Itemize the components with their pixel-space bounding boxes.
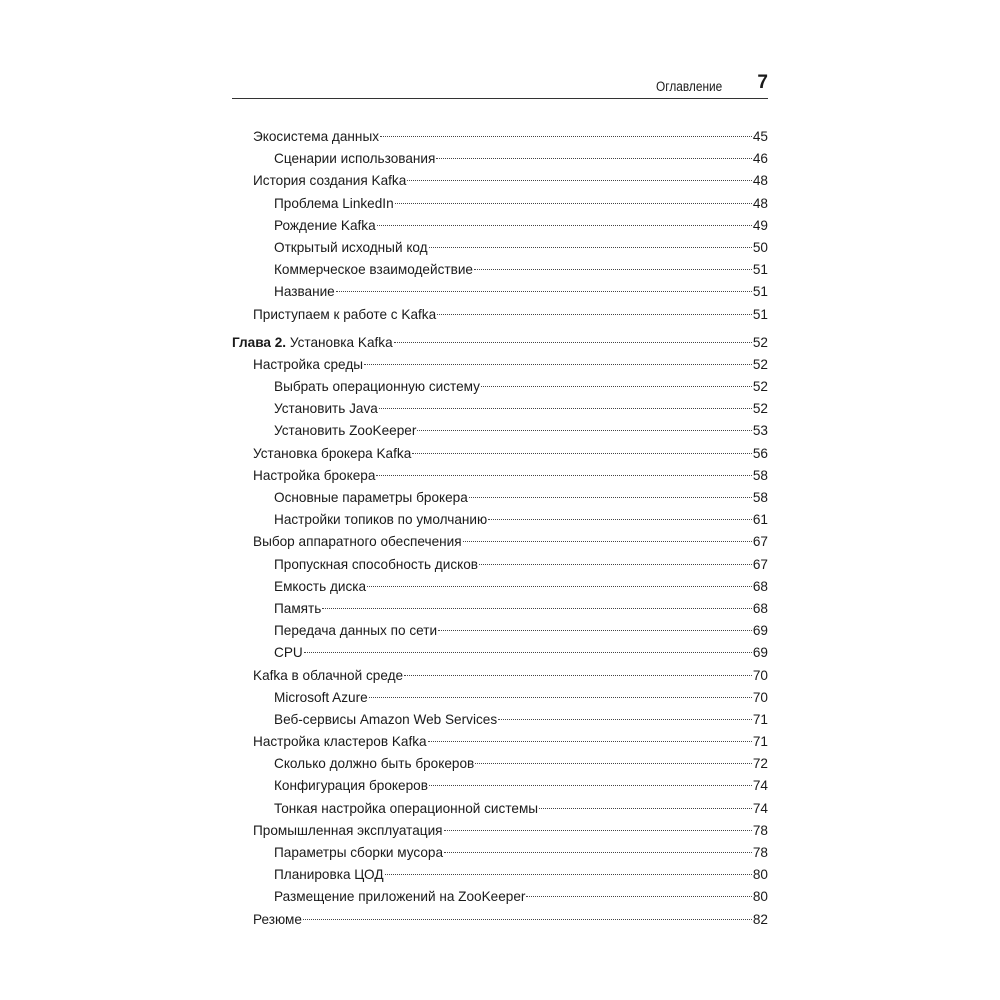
toc-entry: [232, 642, 768, 664]
dot-leader: [395, 203, 752, 204]
toc-entry-label: Тонкая настройка операционной системы: [274, 800, 539, 816]
toc-entry-page: 74: [752, 800, 768, 816]
toc-entry-page: 71: [752, 711, 768, 727]
toc-entry-page: 70: [752, 667, 768, 683]
running-header: [232, 70, 768, 99]
dot-leader: [407, 180, 752, 181]
toc-entry-page: 52: [752, 334, 768, 350]
toc-entry: [232, 576, 768, 598]
toc-entry-label: Установка брокера Kafka: [253, 445, 412, 461]
toc-entry-page: 58: [752, 490, 768, 505]
toc-entry: [232, 281, 768, 303]
toc-entry-label: Конфигурация брокеров: [274, 778, 428, 794]
toc-entry-page: 82: [752, 911, 768, 927]
toc-entry-page: 45: [752, 129, 768, 144]
toc-entry-page: 48: [752, 173, 768, 189]
toc-entry: [232, 665, 768, 687]
toc-entry-label: Microsoft Azure: [274, 689, 368, 705]
toc-entry: [232, 304, 768, 326]
toc-entry: [232, 354, 768, 376]
dot-leader: [394, 342, 752, 343]
toc-entry-label: Сценарии использования: [274, 151, 436, 167]
toc-entry-page: 70: [752, 689, 768, 705]
toc-entry-page: 52: [752, 401, 768, 417]
dot-leader: [322, 608, 752, 609]
toc-entry: [232, 126, 768, 148]
toc-chapter-entry: [232, 332, 768, 354]
toc-entry-label: Параметры сборки мусора: [274, 845, 444, 860]
toc-entry-page: 51: [752, 306, 768, 322]
dot-leader: [469, 497, 752, 498]
dot-leader: [481, 386, 752, 387]
dot-leader: [429, 785, 752, 786]
dot-leader: [377, 225, 752, 226]
toc-entry-label: Kafka в облачной среде: [253, 667, 404, 683]
toc-entry-page: 61: [752, 512, 768, 528]
dot-leader: [474, 269, 752, 270]
dot-leader: [404, 675, 752, 676]
toc-entry: [232, 531, 768, 553]
toc-entry-label: CPU: [274, 645, 303, 661]
toc-entry: [232, 820, 768, 842]
toc-entry-page: 80: [752, 867, 768, 883]
toc-entry-page: 51: [752, 262, 768, 278]
toc-entry-label: [232, 332, 393, 354]
toc-entry: [232, 148, 768, 170]
running-header-title: Оглавление: [655, 79, 722, 94]
toc-entry-page: 78: [752, 822, 768, 838]
toc-entry-page: 69: [752, 623, 768, 639]
dot-leader: [428, 741, 752, 742]
toc-entry-page: 52: [752, 356, 768, 372]
toc-entry: [232, 193, 768, 215]
toc-entry-label: Промышленная эксплуатация: [253, 822, 443, 838]
dot-leader: [444, 852, 752, 853]
dot-leader: [417, 430, 751, 431]
toc-entry-page: 69: [752, 645, 768, 661]
toc-entry-label: Установить ZooKeeper: [274, 423, 417, 439]
page-number: 7: [757, 72, 768, 93]
toc-entry-label: Емкость диска: [274, 578, 367, 594]
toc-entry-label: Открытый исходный код: [274, 239, 428, 255]
dot-leader: [488, 519, 752, 520]
dot-leader: [367, 586, 752, 587]
dot-leader: [379, 408, 752, 409]
toc-entry: [232, 170, 768, 192]
toc-entry-label: Установить Java: [274, 401, 378, 417]
toc-entry-label: Настройка среды: [253, 356, 364, 372]
toc-entry-label: Проблема LinkedIn: [274, 195, 394, 211]
dot-leader: [539, 808, 752, 809]
dot-leader: [369, 697, 752, 698]
toc-entry-label: Сколько должно быть брокеров: [274, 756, 475, 772]
toc-entry-page: 80: [752, 889, 768, 905]
toc-entry-label: Резюме: [253, 911, 302, 927]
toc-entry-page: 56: [752, 445, 768, 461]
toc-entry: [232, 398, 768, 420]
toc-entry-page: 71: [752, 734, 768, 750]
dot-leader: [304, 652, 752, 653]
toc-entry: [232, 465, 768, 487]
toc-entry: [232, 443, 768, 465]
toc-entry: [232, 864, 768, 886]
toc-entry-page: 67: [752, 534, 768, 550]
table-of-contents: [232, 126, 768, 931]
chapter-title: Установка Kafka: [289, 334, 393, 350]
toc-entry-label: Память: [274, 600, 322, 616]
toc-entry-page: 53: [752, 423, 768, 439]
chapter-prefix: Глава 2.: [232, 334, 287, 350]
toc-entry-page: 51: [752, 284, 768, 300]
toc-entry: [232, 487, 768, 509]
toc-entry-label: Настройка брокера: [253, 467, 376, 483]
toc-entry-page: 50: [752, 239, 768, 255]
toc-entry-label: Экосистема данных: [253, 129, 380, 144]
dot-leader: [429, 247, 752, 248]
dot-leader: [303, 919, 752, 920]
toc-entry-label: Размещение приложений на ZooKeeper: [274, 889, 526, 905]
toc-entry-label: Выбор аппаратного обеспечения: [253, 534, 462, 550]
dot-leader: [475, 763, 752, 764]
toc-entry-page: 72: [752, 756, 768, 772]
toc-entry-label: Передача данных по сети: [274, 623, 438, 639]
toc-entry: [232, 620, 768, 642]
toc-entry-label: Приступаем к работе с Kafka: [253, 306, 437, 322]
toc-entry-page: 52: [752, 379, 768, 395]
dot-leader: [479, 564, 752, 565]
toc-entry: [232, 909, 768, 931]
dot-leader: [437, 314, 752, 315]
toc-entry-page: 67: [752, 556, 768, 572]
toc-entry: [232, 886, 768, 908]
toc-entry: [232, 687, 768, 709]
toc-entry-page: 49: [752, 217, 768, 233]
toc-entry-label: Настройки топиков по умолчанию: [274, 512, 488, 528]
toc-entry-label: Настройка кластеров Kafka: [253, 734, 427, 750]
dot-leader: [380, 136, 752, 137]
toc-entry: [232, 259, 768, 281]
dot-leader: [438, 630, 752, 631]
toc-entry-page: 46: [752, 151, 768, 167]
toc-entry: [232, 775, 768, 797]
toc-entry: [232, 842, 768, 864]
dot-leader: [412, 453, 752, 454]
toc-entry-label: Коммерческое взаимодействие: [274, 262, 473, 278]
toc-entry-label: Пропускная способность дисков: [274, 556, 479, 572]
dot-leader: [336, 291, 752, 292]
dot-leader: [436, 158, 752, 159]
toc-entry: [232, 215, 768, 237]
toc-entry-label: Рождение Kafka: [274, 217, 376, 233]
toc-entry: [232, 598, 768, 620]
dot-leader: [385, 874, 752, 875]
toc-entry: [232, 420, 768, 442]
dot-leader: [463, 541, 752, 542]
toc-entry: [232, 554, 768, 576]
toc-entry-page: 78: [752, 845, 768, 860]
toc-entry-page: 68: [752, 600, 768, 616]
toc-entry-label: Веб-сервисы Amazon Web Services: [274, 711, 498, 727]
toc-entry-page: 68: [752, 578, 768, 594]
dot-leader: [526, 896, 751, 897]
toc-entry-page: 48: [752, 195, 768, 211]
toc-entry: [232, 798, 768, 820]
dot-leader: [364, 364, 752, 365]
toc-entry: [232, 731, 768, 753]
toc-entry: [232, 509, 768, 531]
dot-leader: [376, 475, 751, 476]
dot-leader: [498, 719, 752, 720]
toc-entry: [232, 753, 768, 775]
toc-entry-label: Выбрать операционную систему: [274, 379, 480, 395]
toc-entry: [232, 237, 768, 259]
dot-leader: [444, 830, 752, 831]
toc-entry-page: 74: [752, 778, 768, 794]
toc-entry: [232, 709, 768, 731]
toc-entry: [232, 376, 768, 398]
toc-entry-label: Планировка ЦОД: [274, 867, 384, 883]
toc-entry-label: История создания Kafka: [253, 173, 407, 189]
toc-entry-label: Основные параметры брокера: [274, 490, 468, 505]
toc-entry-label: Название: [274, 284, 335, 300]
toc-entry-page: 58: [752, 467, 768, 483]
